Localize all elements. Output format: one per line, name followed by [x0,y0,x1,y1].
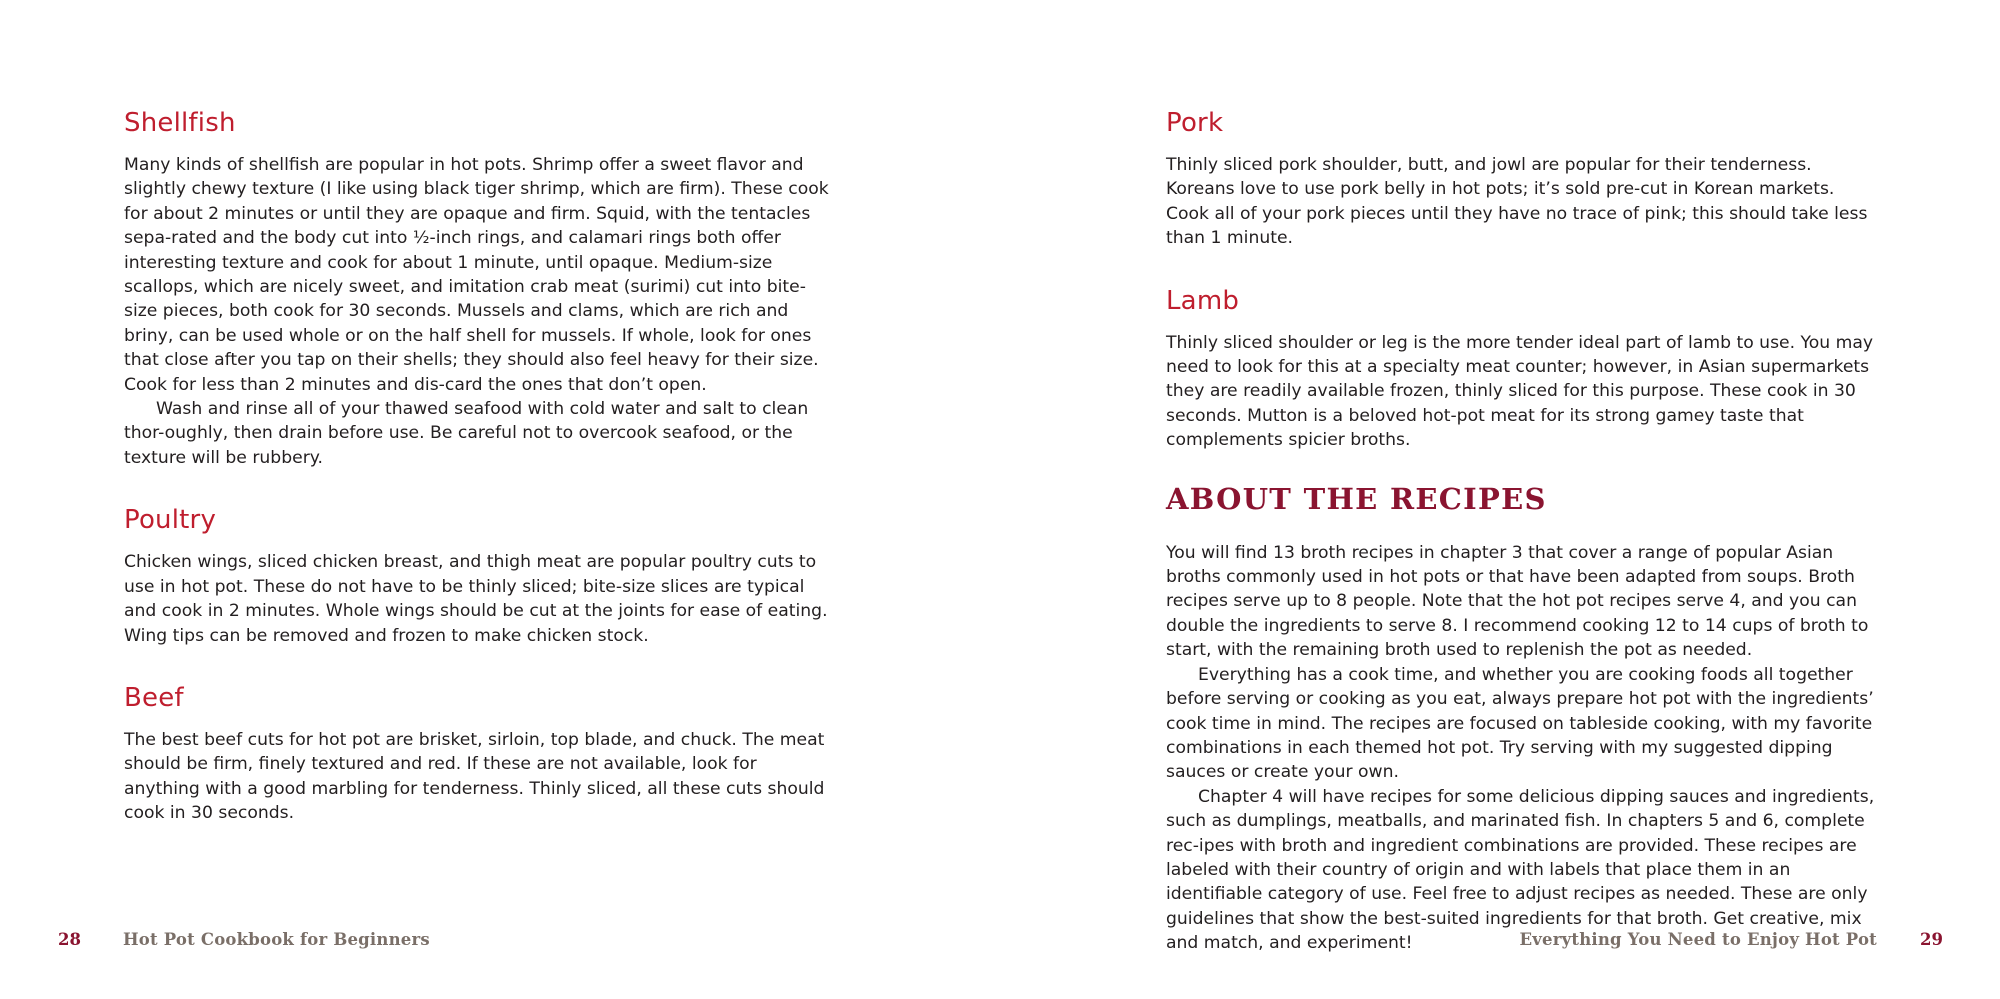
section-heading-poultry: Poultry [124,505,217,536]
right-page [1000,0,2000,999]
page-number-left: 28 [58,930,81,949]
page-number-right: 29 [1920,930,1943,949]
beef-paragraph-1: The best beef cuts for hot pot are brisket, sirloin, top blade, and chuck. The meat should be firm, finely textured and red. If these are not available, look for anything with a good marbling for tenderness. Thinly sliced, all these cuts should cook in 30 seconds. [124,729,825,824]
chapter-heading-about-the-recipes: ABOUT THE RECIPES [1166,481,1547,516]
shellfish-paragraph-2: Wash and rinse all of your thawed seafood with cold water and salt to clean thor-oughly, then drain before use. Be careful not to overcook seafood, or the texture will be rubbery. [124,399,809,468]
shellfish-paragraph-1: Many kinds of shellfish are popular in hot pots. Shrimp offer a sweet flavor and slightly chewy texture (I like using black tiger shrimp, which are firm). These cook for about 2 minutes or until they are opaque and firm. Squid, with the tentacles sepa-rated and the body cut into ½-inch rings, and calamari rings both offer interesting texture and cook for about 1 minute, until opaque. Medium-size scallops, which are nicely sweet, and imitation crab meat (surimi) cut into bite-size pieces, both cook for 30 seconds. Mussels and clams, which are rich and briny, can be used whole or on the half shell for mussels. If whole, look for ones that close after you tap on their shells; they should also feel heavy for their size. Cook for less than 2 minutes and dis-card the ones that don’t open. [124,155,829,395]
section-heading-beef: Beef [124,682,184,713]
section-heading-pork: Pork [1166,108,1224,138]
left-column [124,103,836,856]
section-heading-shellfish: Shellfish [124,108,236,138]
poultry-paragraph-1: Chicken wings, sliced chicken breast, and thigh meat are popular poultry cuts to use in hot pot. These do not have to be thinly sliced; bite-size slices are typical and cook in 2 minutes. Whole wings should be cut at the joints for ease of eating. Wing tips can be removed and frozen to make chicken stock. [124,552,828,646]
running-head-left: Hot Pot Cookbook for Beginners [123,930,430,949]
lamb-paragraph-1: Thinly sliced shoulder or leg is the more tender ideal part of lamb to use. You may need to look for this at a specialty meat counter; however, in Asian supermarkets they are readily available frozen, thinly sliced for this purpose. These cook in 30 seconds. Mutton is a beloved hot-pot meat for its strong gamey taste that complements spicier broths. [1166,332,1874,451]
section-shellfish [124,103,836,470]
section-heading-lamb: Lamb [1166,285,1240,316]
about-paragraph-2: Everything has a cook time, and whether you are cooking foods all together before serving or cooking as you eat, always prepare hot pot with the ingredients’ cook time in mind. The recipes are focused on tableside cooking, with my favorite combinations in each themed hot pot. Try serving with my suggested dipping sauces or create your own. [1166,664,1874,783]
pork-paragraph-1: Thinly sliced pork shoulder, butt, and jowl are popular for their tenderness. Koreans love to use pork belly in hot pots; it’s sold pre-cut in Korean markets. Cook all of your pork pieces until they have no trace of pink; this should take less than 1 minute. [1166,155,1868,249]
right-column [1166,103,1878,956]
section-poultry [124,500,836,648]
section-pork [1166,103,1878,251]
section-beef [124,678,836,826]
section-about-the-recipes [1166,541,1878,956]
about-paragraph-3: Chapter 4 will have recipes for some delicious dipping sauces and ingredients, such as dumplings, meatballs, and marinated fish. In chapters 5 and 6, complete rec-ipes with broth and ingredient combinations are provided. These recipes are labeled with their country of origin and with labels that place them in an identifiable category of use. Feel free to adjust recipes as needed. These are only guidelines that show the best-suited ingredients for that broth. Get creative, mix and match, and experiment! [1166,786,1875,954]
running-head-right: Everything You Need to Enjoy Hot Pot [1519,930,1877,949]
section-lamb [1166,281,1878,453]
about-paragraph-1: You will find 13 broth recipes in chapter 3 that cover a range of popular Asian broths commonly used in hot pots or that have been adapted from soups. Broth recipes serve up to 8 people. Note that the hot pot recipes serve 4, and you can double the ingredients to serve 8. I recommend cooking 12 to 14 cups of broth to start, with the remaining broth used to replenish the pot as needed. [1166,542,1869,661]
